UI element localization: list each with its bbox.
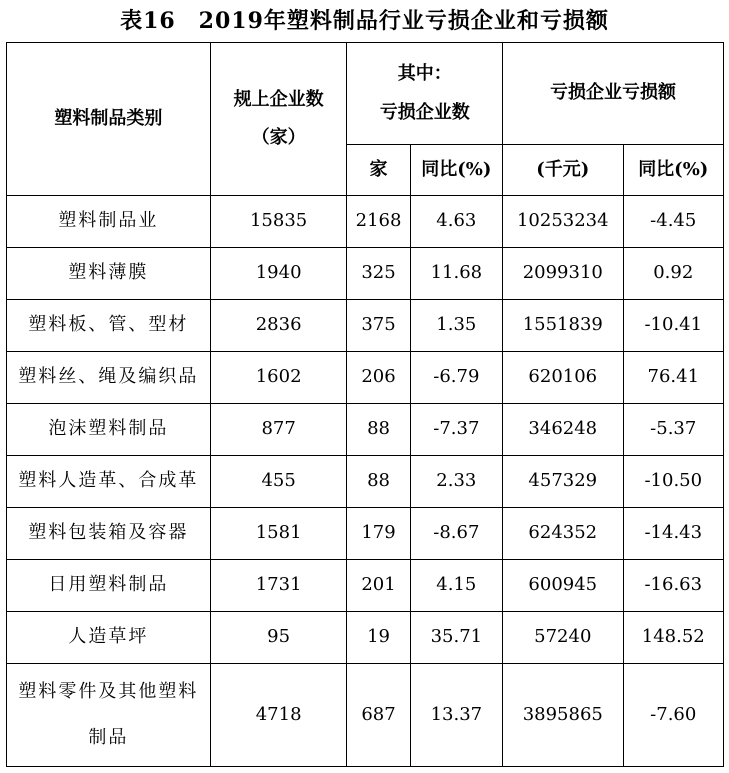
row-loss-amount: 624352 <box>503 508 624 560</box>
row-category-line2: 制品 <box>88 727 129 748</box>
table-row <box>7 508 724 560</box>
header-loss-amount: 亏损企业亏损额 <box>503 43 724 145</box>
row-loss-count: 2168 <box>347 196 410 248</box>
header-total-line1: 规上企业数 <box>233 88 324 110</box>
row-loss-amount-yoy: 148.52 <box>623 612 723 664</box>
row-category <box>7 664 211 767</box>
row-total: 1940 <box>210 248 347 300</box>
table-row <box>7 248 724 300</box>
row-loss-count-yoy: 11.68 <box>410 248 502 300</box>
row-loss-count-yoy: -8.67 <box>410 508 502 560</box>
row-loss-count: 179 <box>347 508 410 560</box>
header-yoy-2: 同比(%) <box>623 145 723 196</box>
row-loss-count-yoy: 1.35 <box>410 300 502 352</box>
row-loss-count: 19 <box>347 612 410 664</box>
table-title: 表16 2019年塑料制品行业亏损企业和亏损额 <box>120 8 609 34</box>
header-total-line2: （家） <box>251 127 306 148</box>
row-loss-amount-yoy: 0.92 <box>623 248 723 300</box>
header-unit-amount: (千元) <box>503 145 624 196</box>
header-category: 塑料制品类别 <box>7 43 211 196</box>
row-loss-count: 206 <box>347 352 410 404</box>
row-loss-amount: 346248 <box>503 404 624 456</box>
row-loss-amount: 2099310 <box>503 248 624 300</box>
header-loss-count-line1: 其中： <box>397 63 452 85</box>
header-yoy: 同比(%) <box>410 145 502 196</box>
row-category: 塑料板、管、型材 <box>7 300 211 352</box>
row-loss-amount-yoy: -4.45 <box>623 196 723 248</box>
row-loss-count-yoy: 4.63 <box>410 196 502 248</box>
row-loss-amount-yoy: -10.41 <box>623 300 723 352</box>
row-loss-count: 88 <box>347 404 410 456</box>
row-loss-count-yoy: 35.71 <box>410 612 502 664</box>
row-loss-count-yoy: -6.79 <box>410 352 502 404</box>
row-category: 塑料丝、绳及编织品 <box>7 352 211 404</box>
table-row <box>7 300 724 352</box>
row-loss-amount: 457329 <box>503 456 624 508</box>
table-row <box>7 664 724 767</box>
row-loss-amount: 57240 <box>503 612 624 664</box>
row-category: 日用塑料制品 <box>7 560 211 612</box>
data-table <box>6 42 724 767</box>
header-unit-count: 家 <box>347 145 410 196</box>
row-total: 4718 <box>210 664 347 767</box>
row-loss-count: 325 <box>347 248 410 300</box>
row-total: 455 <box>210 456 347 508</box>
row-total: 877 <box>210 404 347 456</box>
row-total: 1581 <box>210 508 347 560</box>
row-loss-count: 687 <box>347 664 410 767</box>
table-row <box>7 456 724 508</box>
row-loss-amount-yoy: -14.43 <box>623 508 723 560</box>
table-row <box>7 352 724 404</box>
header-total <box>210 43 347 196</box>
row-loss-amount-yoy: -5.37 <box>623 404 723 456</box>
row-category: 泡沫塑料制品 <box>7 404 211 456</box>
row-loss-amount-yoy: -10.50 <box>623 456 723 508</box>
row-loss-amount: 10253234 <box>503 196 624 248</box>
row-total: 15835 <box>210 196 347 248</box>
table-row <box>7 196 724 248</box>
table-row <box>7 612 724 664</box>
row-loss-count-yoy: 4.15 <box>410 560 502 612</box>
table-row <box>7 560 724 612</box>
row-category: 塑料制品业 <box>7 196 211 248</box>
table-row <box>7 404 724 456</box>
row-category: 塑料包装箱及容器 <box>7 508 211 560</box>
header-loss-count-line2: 亏损企业数 <box>379 101 470 123</box>
row-loss-count-yoy: -7.37 <box>410 404 502 456</box>
row-total: 2836 <box>210 300 347 352</box>
row-loss-amount-yoy: -16.63 <box>623 560 723 612</box>
row-loss-amount: 600945 <box>503 560 624 612</box>
row-loss-count: 201 <box>347 560 410 612</box>
row-loss-count-yoy: 13.37 <box>410 664 502 767</box>
row-category: 塑料人造革、合成革 <box>7 456 211 508</box>
row-loss-count-yoy: 2.33 <box>410 456 502 508</box>
row-category: 人造草坪 <box>7 612 211 664</box>
row-total: 1731 <box>210 560 347 612</box>
row-total: 95 <box>210 612 347 664</box>
row-loss-amount: 1551839 <box>503 300 624 352</box>
row-total: 1602 <box>210 352 347 404</box>
row-loss-amount: 3895865 <box>503 664 624 767</box>
row-loss-count: 375 <box>347 300 410 352</box>
row-loss-amount: 620106 <box>503 352 624 404</box>
row-category: 塑料薄膜 <box>7 248 211 300</box>
header-loss-count <box>347 43 503 145</box>
row-category-line1: 塑料零件及其他塑料 <box>18 681 199 702</box>
row-loss-amount-yoy: -7.60 <box>623 664 723 767</box>
row-loss-count: 88 <box>347 456 410 508</box>
row-loss-amount-yoy: 76.41 <box>623 352 723 404</box>
